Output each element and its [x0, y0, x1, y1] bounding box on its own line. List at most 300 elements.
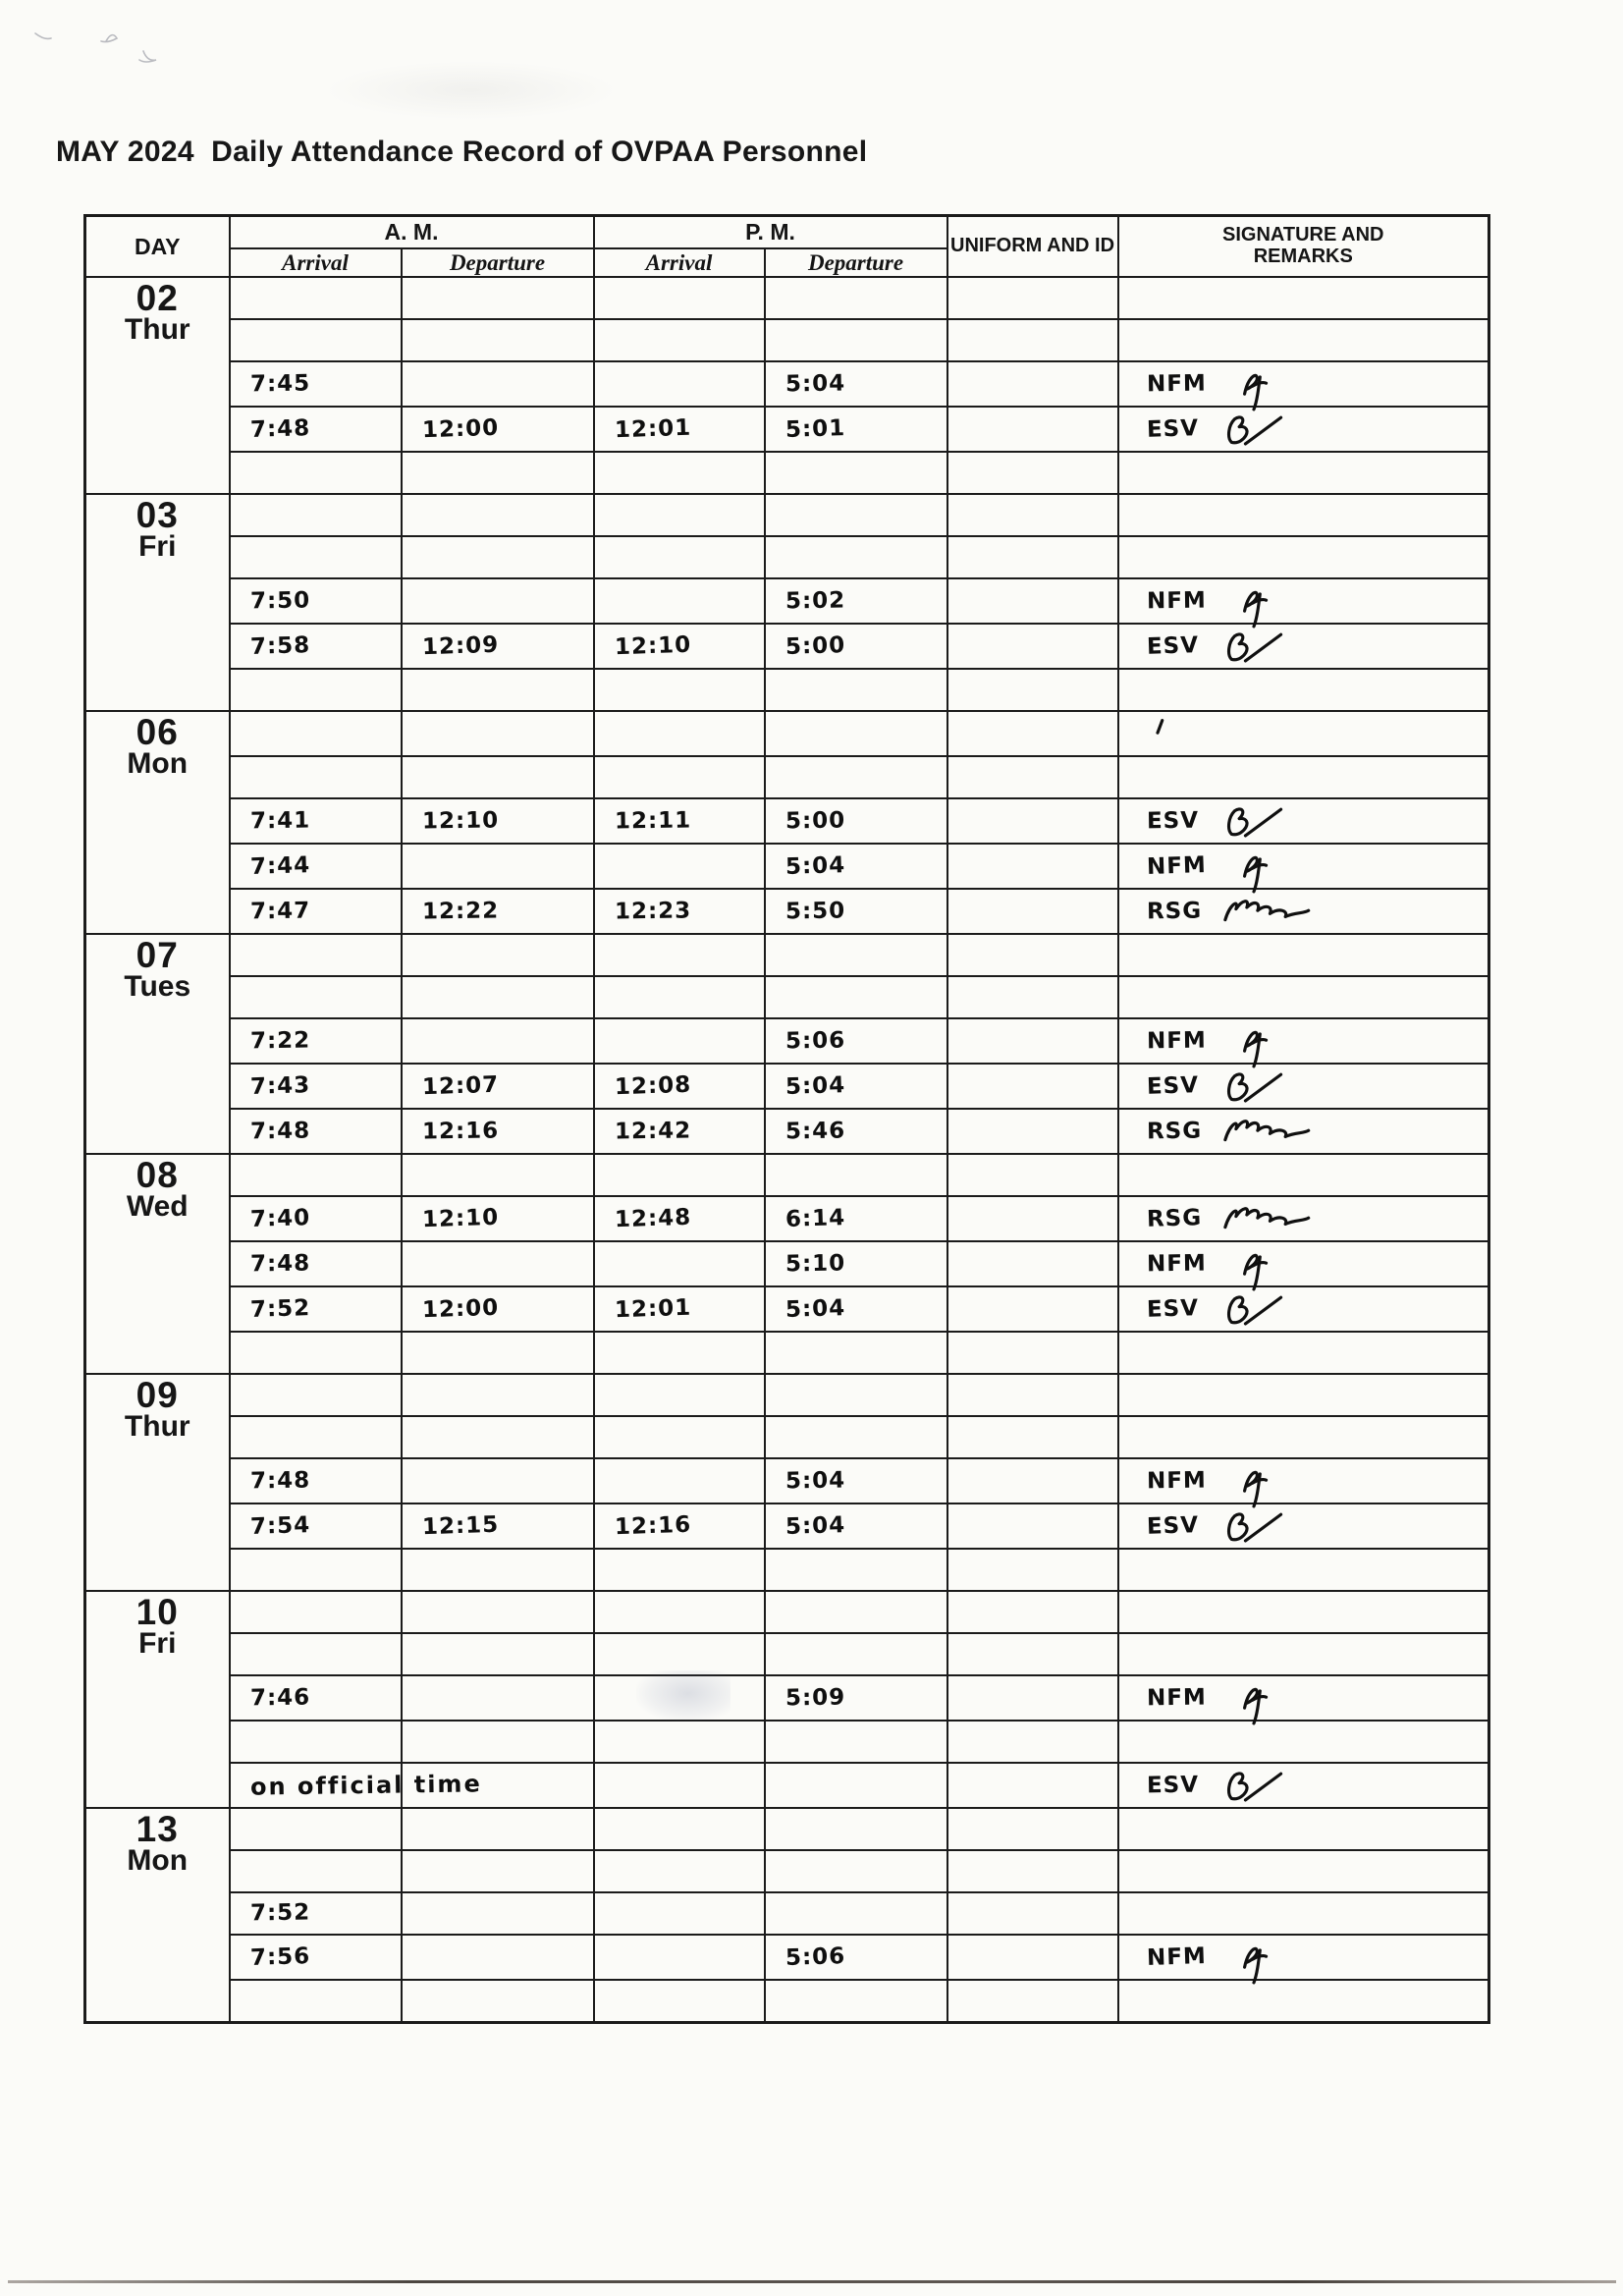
header-pm-departure: Departure — [765, 248, 947, 277]
pm-departure-cell — [765, 844, 947, 889]
header-am-departure: Departure — [402, 248, 594, 277]
attendance-row — [85, 624, 1489, 669]
day-block — [85, 1374, 1489, 1591]
am-departure-cell — [402, 361, 594, 407]
am-arrival-cell — [230, 1196, 402, 1241]
pm-arrival-cell — [594, 1591, 765, 1633]
attendance-row — [85, 1763, 1489, 1808]
attendance-row — [85, 711, 1489, 756]
attendance-row — [85, 536, 1489, 578]
day-label-cell — [85, 1374, 230, 1591]
uniform-and-id-cell — [947, 1808, 1118, 1850]
pm-departure-cell — [765, 1633, 947, 1675]
attendance-row — [85, 1591, 1489, 1633]
pm-departure-cell — [765, 1980, 947, 2023]
am-arrival-cell — [230, 1286, 402, 1332]
esv-signature-icon — [1215, 799, 1323, 843]
uniform-and-id-cell — [947, 934, 1118, 976]
attendance-row — [85, 1154, 1489, 1196]
pm-arrival-cell — [594, 1675, 765, 1721]
am-departure-cell — [402, 934, 594, 976]
attendance-row — [85, 1980, 1489, 2023]
pm-arrival-cell — [594, 1018, 765, 1064]
signature-remarks-cell — [1118, 1503, 1489, 1549]
signature-remarks-cell — [1118, 1721, 1489, 1763]
header-am-arrival: Arrival — [230, 248, 402, 277]
handwritten-time: 12:10 — [421, 806, 499, 835]
am-departure-cell — [402, 976, 594, 1018]
day-block — [85, 711, 1489, 934]
pm-departure-cell — [765, 361, 947, 407]
signature-remarks-cell — [1118, 1241, 1489, 1286]
day-number: 07 — [135, 935, 179, 975]
handwritten-time: 5:09 — [784, 1684, 845, 1711]
signature-remarks-cell — [1118, 934, 1489, 976]
handwritten-time: 12:48 — [614, 1204, 692, 1232]
day-name: Mon — [127, 747, 189, 781]
day-block — [85, 1154, 1489, 1374]
table-header — [85, 216, 1489, 278]
pm-arrival-cell — [594, 319, 765, 361]
am-departure-cell — [402, 1808, 594, 1850]
signature-remarks-cell — [1118, 361, 1489, 407]
am-departure-cell — [402, 1549, 594, 1591]
am-arrival-cell — [230, 1458, 402, 1503]
day-label-cell — [85, 494, 230, 711]
handwritten-time: 7:48 — [249, 1467, 310, 1494]
pm-departure-cell — [765, 1721, 947, 1763]
handwritten-time: 12:42 — [614, 1117, 691, 1145]
am-arrival-cell — [230, 1980, 402, 2023]
am-departure-cell — [402, 889, 594, 934]
day-block — [85, 1808, 1489, 2023]
attendance-row — [85, 1018, 1489, 1064]
attendance-row — [85, 1416, 1489, 1458]
esv-signature-icon — [1215, 1504, 1323, 1548]
uniform-and-id-cell — [947, 844, 1118, 889]
uniform-and-id-cell — [947, 407, 1118, 452]
pm-arrival-cell — [594, 1286, 765, 1332]
am-arrival-cell — [230, 361, 402, 407]
signature-remarks-cell — [1118, 976, 1489, 1018]
day-number: 08 — [135, 1155, 179, 1195]
uniform-and-id-cell — [947, 669, 1118, 711]
handwritten-time: 5:01 — [784, 414, 846, 443]
signature-remarks-cell — [1118, 889, 1489, 934]
pm-arrival-cell — [594, 1763, 765, 1808]
header-uniform-and-id: UNIFORM AND ID — [947, 216, 1118, 278]
esv-signature-icon — [1215, 408, 1323, 451]
handwritten-time: 7:46 — [249, 1684, 310, 1711]
am-departure-cell — [402, 756, 594, 798]
handwritten-time: 7:44 — [249, 851, 311, 880]
am-departure-cell — [402, 277, 594, 319]
signature-initials: ESV — [1146, 1511, 1199, 1540]
signature-initials: ESV — [1146, 1772, 1199, 1798]
pm-departure-cell — [765, 934, 947, 976]
nfm-signature-icon — [1221, 1242, 1329, 1285]
attendance-row — [85, 1808, 1489, 1850]
attendance-row — [85, 1332, 1489, 1374]
am-arrival-cell — [230, 1591, 402, 1633]
pm-departure-cell — [765, 1196, 947, 1241]
uniform-and-id-cell — [947, 1458, 1118, 1503]
signature-initials: NFM — [1146, 851, 1207, 880]
am-departure-cell — [402, 1416, 594, 1458]
pm-departure-cell — [765, 1458, 947, 1503]
signature-remarks-cell — [1118, 1109, 1489, 1154]
am-arrival-cell — [230, 1503, 402, 1549]
pm-arrival-cell — [594, 1633, 765, 1675]
uniform-and-id-cell — [947, 1675, 1118, 1721]
day-number: 03 — [135, 495, 179, 535]
signature-initials: NFM — [1146, 587, 1207, 614]
attendance-row — [85, 1935, 1489, 1980]
day-name: Fri — [138, 1627, 177, 1661]
signature-remarks-cell — [1118, 1549, 1489, 1591]
signature-initials: ESV — [1146, 1071, 1199, 1100]
am-arrival-cell — [230, 1064, 402, 1109]
handwritten-time: 5:06 — [784, 1942, 846, 1971]
pm-arrival-cell — [594, 934, 765, 976]
signature-remarks-cell — [1118, 1332, 1489, 1374]
pm-arrival-cell — [594, 1241, 765, 1286]
pm-departure-cell — [765, 1850, 947, 1892]
handwritten-time: 7:41 — [249, 807, 310, 834]
am-departure-cell — [402, 1154, 594, 1196]
attendance-row — [85, 976, 1489, 1018]
signature-remarks-cell — [1118, 1633, 1489, 1675]
pm-arrival-cell — [594, 1374, 765, 1416]
pm-arrival-cell — [594, 1850, 765, 1892]
am-departure-cell — [402, 1503, 594, 1549]
attendance-row — [85, 1374, 1489, 1416]
am-arrival-cell — [230, 1241, 402, 1286]
am-departure-cell — [402, 494, 594, 536]
signature-remarks-cell — [1118, 756, 1489, 798]
uniform-and-id-cell — [947, 1241, 1118, 1286]
attendance-row — [85, 494, 1489, 536]
esv-signature-icon — [1215, 1764, 1323, 1807]
attendance-row — [85, 1503, 1489, 1549]
day-name: Thur — [124, 1410, 190, 1444]
am-arrival-cell — [230, 934, 402, 976]
uniform-and-id-cell — [947, 1935, 1118, 1980]
am-arrival-cell — [230, 536, 402, 578]
pm-arrival-cell — [594, 844, 765, 889]
pm-departure-cell — [765, 756, 947, 798]
am-arrival-cell — [230, 1154, 402, 1196]
attendance-row — [85, 1721, 1489, 1763]
uniform-and-id-cell — [947, 1850, 1118, 1892]
pm-departure-cell — [765, 1892, 947, 1935]
uniform-and-id-cell — [947, 756, 1118, 798]
handwritten-time: 12:01 — [614, 414, 692, 443]
am-departure-cell — [402, 1675, 594, 1721]
pm-departure-cell — [765, 319, 947, 361]
uniform-and-id-cell — [947, 1064, 1118, 1109]
handwritten-time: 12:23 — [614, 897, 691, 925]
nfm-signature-icon — [1221, 1936, 1329, 1979]
uniform-and-id-cell — [947, 1286, 1118, 1332]
uniform-and-id-cell — [947, 1374, 1118, 1416]
pm-arrival-cell — [594, 361, 765, 407]
pm-departure-cell — [765, 1109, 947, 1154]
am-departure-cell — [402, 1332, 594, 1374]
esv-signature-icon — [1215, 625, 1323, 668]
attendance-row — [85, 1109, 1489, 1154]
pm-arrival-cell — [594, 1109, 765, 1154]
signature-remarks-cell — [1118, 711, 1489, 756]
am-arrival-cell — [230, 798, 402, 844]
signature-initials: ESV — [1146, 631, 1199, 660]
uniform-and-id-cell — [947, 1503, 1118, 1549]
pm-arrival-cell — [594, 1332, 765, 1374]
am-departure-cell — [402, 1064, 594, 1109]
handwritten-time: 5:04 — [784, 1071, 846, 1100]
pm-departure-cell — [765, 1064, 947, 1109]
uniform-and-id-cell — [947, 1109, 1118, 1154]
handwritten-time: 5:10 — [784, 1250, 845, 1277]
uniform-and-id-cell — [947, 711, 1118, 756]
pm-departure-cell — [765, 1332, 947, 1374]
esv-signature-icon — [1215, 1065, 1323, 1108]
am-departure-cell — [402, 452, 594, 494]
attendance-row — [85, 1196, 1489, 1241]
am-arrival-cell — [230, 711, 402, 756]
attendance-row — [85, 1064, 1489, 1109]
am-departure-cell — [402, 711, 594, 756]
handwritten-time: 12:10 — [614, 631, 692, 660]
handwritten-note: on official time — [249, 1769, 482, 1801]
pm-departure-cell — [765, 711, 947, 756]
handwritten-time: 7:52 — [249, 1899, 310, 1927]
day-name: Fri — [138, 530, 177, 564]
signature-remarks-cell — [1118, 452, 1489, 494]
am-departure-cell — [402, 1374, 594, 1416]
am-arrival-cell — [230, 1416, 402, 1458]
pm-arrival-cell — [594, 976, 765, 1018]
nfm-signature-icon — [1221, 1459, 1329, 1503]
signature-initials: NFM — [1146, 1942, 1207, 1971]
am-departure-cell — [402, 1241, 594, 1286]
signature-remarks-cell — [1118, 1763, 1489, 1808]
signature-remarks-cell — [1118, 1892, 1489, 1935]
attendance-table — [83, 214, 1490, 2024]
pm-departure-cell — [765, 1591, 947, 1633]
pm-arrival-cell — [594, 536, 765, 578]
pencil-marks — [22, 18, 238, 86]
attendance-row — [85, 1458, 1489, 1503]
pm-departure-cell — [765, 1503, 947, 1549]
handwritten-time: 5:50 — [784, 898, 845, 924]
handwritten-time: 12:07 — [421, 1071, 500, 1100]
attendance-row — [85, 889, 1489, 934]
am-departure-cell — [402, 1850, 594, 1892]
am-departure-cell — [402, 669, 594, 711]
am-arrival-cell — [230, 976, 402, 1018]
signature-remarks-cell — [1118, 319, 1489, 361]
am-arrival-cell — [230, 1850, 402, 1892]
am-departure-cell — [402, 1935, 594, 1980]
am-arrival-cell — [230, 319, 402, 361]
am-departure-cell — [402, 1196, 594, 1241]
rsg-signature-icon — [1217, 890, 1325, 933]
handwritten-time: 12:01 — [614, 1294, 692, 1323]
pm-departure-cell — [765, 277, 947, 319]
day-block — [85, 277, 1489, 494]
header-signature-remarks — [1118, 216, 1489, 278]
am-departure-cell — [402, 1109, 594, 1154]
day-number: 10 — [135, 1592, 179, 1632]
handwritten-time: 5:46 — [784, 1118, 845, 1144]
am-arrival-cell — [230, 1549, 402, 1591]
handwritten-time: 5:04 — [784, 1467, 845, 1494]
pm-arrival-cell — [594, 798, 765, 844]
handwritten-time: 5:00 — [784, 631, 846, 660]
am-departure-cell — [402, 1018, 594, 1064]
nfm-signature-icon — [1221, 362, 1329, 406]
esv-signature-icon — [1215, 1287, 1323, 1331]
attendance-row — [85, 844, 1489, 889]
am-arrival-cell — [230, 1808, 402, 1850]
uniform-and-id-cell — [947, 319, 1118, 361]
uniform-and-id-cell — [947, 1591, 1118, 1633]
am-arrival-cell — [230, 844, 402, 889]
handwritten-time: 7:48 — [249, 1250, 310, 1277]
day-label-cell — [85, 277, 230, 494]
uniform-and-id-cell — [947, 1154, 1118, 1196]
am-departure-cell — [402, 536, 594, 578]
am-departure-cell — [402, 624, 594, 669]
pm-arrival-cell — [594, 1549, 765, 1591]
attendance-row — [85, 578, 1489, 624]
handwritten-time: 12:16 — [421, 1117, 499, 1145]
pm-arrival-cell — [594, 1503, 765, 1549]
day-block — [85, 934, 1489, 1154]
am-departure-cell — [402, 578, 594, 624]
am-arrival-cell — [230, 452, 402, 494]
am-arrival-cell — [230, 494, 402, 536]
pm-departure-cell — [765, 1374, 947, 1416]
handwritten-time: 5:04 — [784, 370, 845, 397]
am-arrival-cell — [230, 889, 402, 934]
uniform-and-id-cell — [947, 1196, 1118, 1241]
header-pm: P. M. — [594, 216, 947, 249]
handwritten-time: 12:08 — [614, 1071, 692, 1100]
uniform-and-id-cell — [947, 1721, 1118, 1763]
pm-arrival-cell — [594, 1196, 765, 1241]
handwritten-time: 7:47 — [249, 898, 310, 924]
attendance-row — [85, 361, 1489, 407]
pm-departure-cell — [765, 1935, 947, 1980]
signature-initials: RSG — [1146, 1204, 1203, 1232]
signature-remarks-cell — [1118, 1064, 1489, 1109]
pm-arrival-cell — [594, 1721, 765, 1763]
handwritten-time: 7:45 — [249, 370, 310, 397]
page-title: MAY 2024 Daily Attendance Record of OVPAA Personnel — [56, 136, 868, 168]
pm-departure-cell — [765, 1241, 947, 1286]
pm-departure-cell — [765, 1675, 947, 1721]
pm-arrival-cell — [594, 889, 765, 934]
pm-departure-cell — [765, 1154, 947, 1196]
day-label-cell — [85, 934, 230, 1154]
rsg-signature-icon — [1217, 1197, 1325, 1240]
signature-remarks-cell — [1118, 1416, 1489, 1458]
uniform-and-id-cell — [947, 578, 1118, 624]
day-block — [85, 1591, 1489, 1808]
am-arrival-cell — [230, 756, 402, 798]
attendance-row — [85, 669, 1489, 711]
day-name: Tues — [124, 970, 191, 1004]
day-name: Wed — [126, 1190, 189, 1224]
signature-remarks-cell — [1118, 1458, 1489, 1503]
signature-remarks-cell — [1118, 1374, 1489, 1416]
signature-remarks-cell — [1118, 1286, 1489, 1332]
am-arrival-cell — [230, 1892, 402, 1935]
signature-remarks-cell — [1118, 1591, 1489, 1633]
am-departure-cell — [402, 1721, 594, 1763]
am-arrival-cell — [230, 407, 402, 452]
signature-remarks-cell — [1118, 1935, 1489, 1980]
handwritten-time: 6:14 — [784, 1204, 846, 1232]
pm-departure-cell — [765, 1763, 947, 1808]
signature-remarks-cell — [1118, 494, 1489, 536]
signature-initials: RSG — [1146, 1118, 1202, 1144]
pm-arrival-cell — [594, 711, 765, 756]
pm-arrival-cell — [594, 1064, 765, 1109]
day-label-cell — [85, 711, 230, 934]
whiteout-smudge — [636, 1670, 730, 1722]
attendance-row — [85, 277, 1489, 319]
pm-departure-cell — [765, 624, 947, 669]
uniform-and-id-cell — [947, 1633, 1118, 1675]
rsg-signature-icon — [1217, 1110, 1325, 1153]
signature-initials: NFM — [1146, 1250, 1207, 1277]
handwritten-time: 7:48 — [249, 414, 311, 443]
am-departure-cell — [402, 1286, 594, 1332]
pm-arrival-cell — [594, 452, 765, 494]
am-arrival-cell — [230, 1018, 402, 1064]
handwritten-time: 12:15 — [421, 1511, 500, 1540]
handwritten-time: 12:10 — [421, 1204, 500, 1232]
handwritten-time: 12:16 — [614, 1511, 692, 1540]
signature-remarks-cell — [1118, 407, 1489, 452]
uniform-and-id-cell — [947, 1892, 1118, 1935]
nfm-signature-icon — [1221, 1019, 1329, 1063]
attendance-row — [85, 1675, 1489, 1721]
am-departure-cell — [402, 1458, 594, 1503]
handwritten-time: 5:04 — [784, 851, 846, 880]
signature-remarks-cell — [1118, 1980, 1489, 2023]
pm-departure-cell — [765, 1549, 947, 1591]
attendance-row — [85, 319, 1489, 361]
uniform-and-id-cell — [947, 1332, 1118, 1374]
header-pm-arrival: Arrival — [594, 248, 765, 277]
pm-arrival-cell — [594, 494, 765, 536]
handwritten-time: 5:02 — [784, 587, 845, 614]
uniform-and-id-cell — [947, 889, 1118, 934]
uniform-and-id-cell — [947, 361, 1118, 407]
am-departure-cell — [402, 319, 594, 361]
header-am: A. M. — [230, 216, 594, 249]
attendance-row — [85, 798, 1489, 844]
uniform-and-id-cell — [947, 277, 1118, 319]
signature-remarks-cell — [1118, 844, 1489, 889]
pm-arrival-cell — [594, 1154, 765, 1196]
day-name: Thur — [124, 313, 190, 347]
signature-remarks-cell — [1118, 536, 1489, 578]
